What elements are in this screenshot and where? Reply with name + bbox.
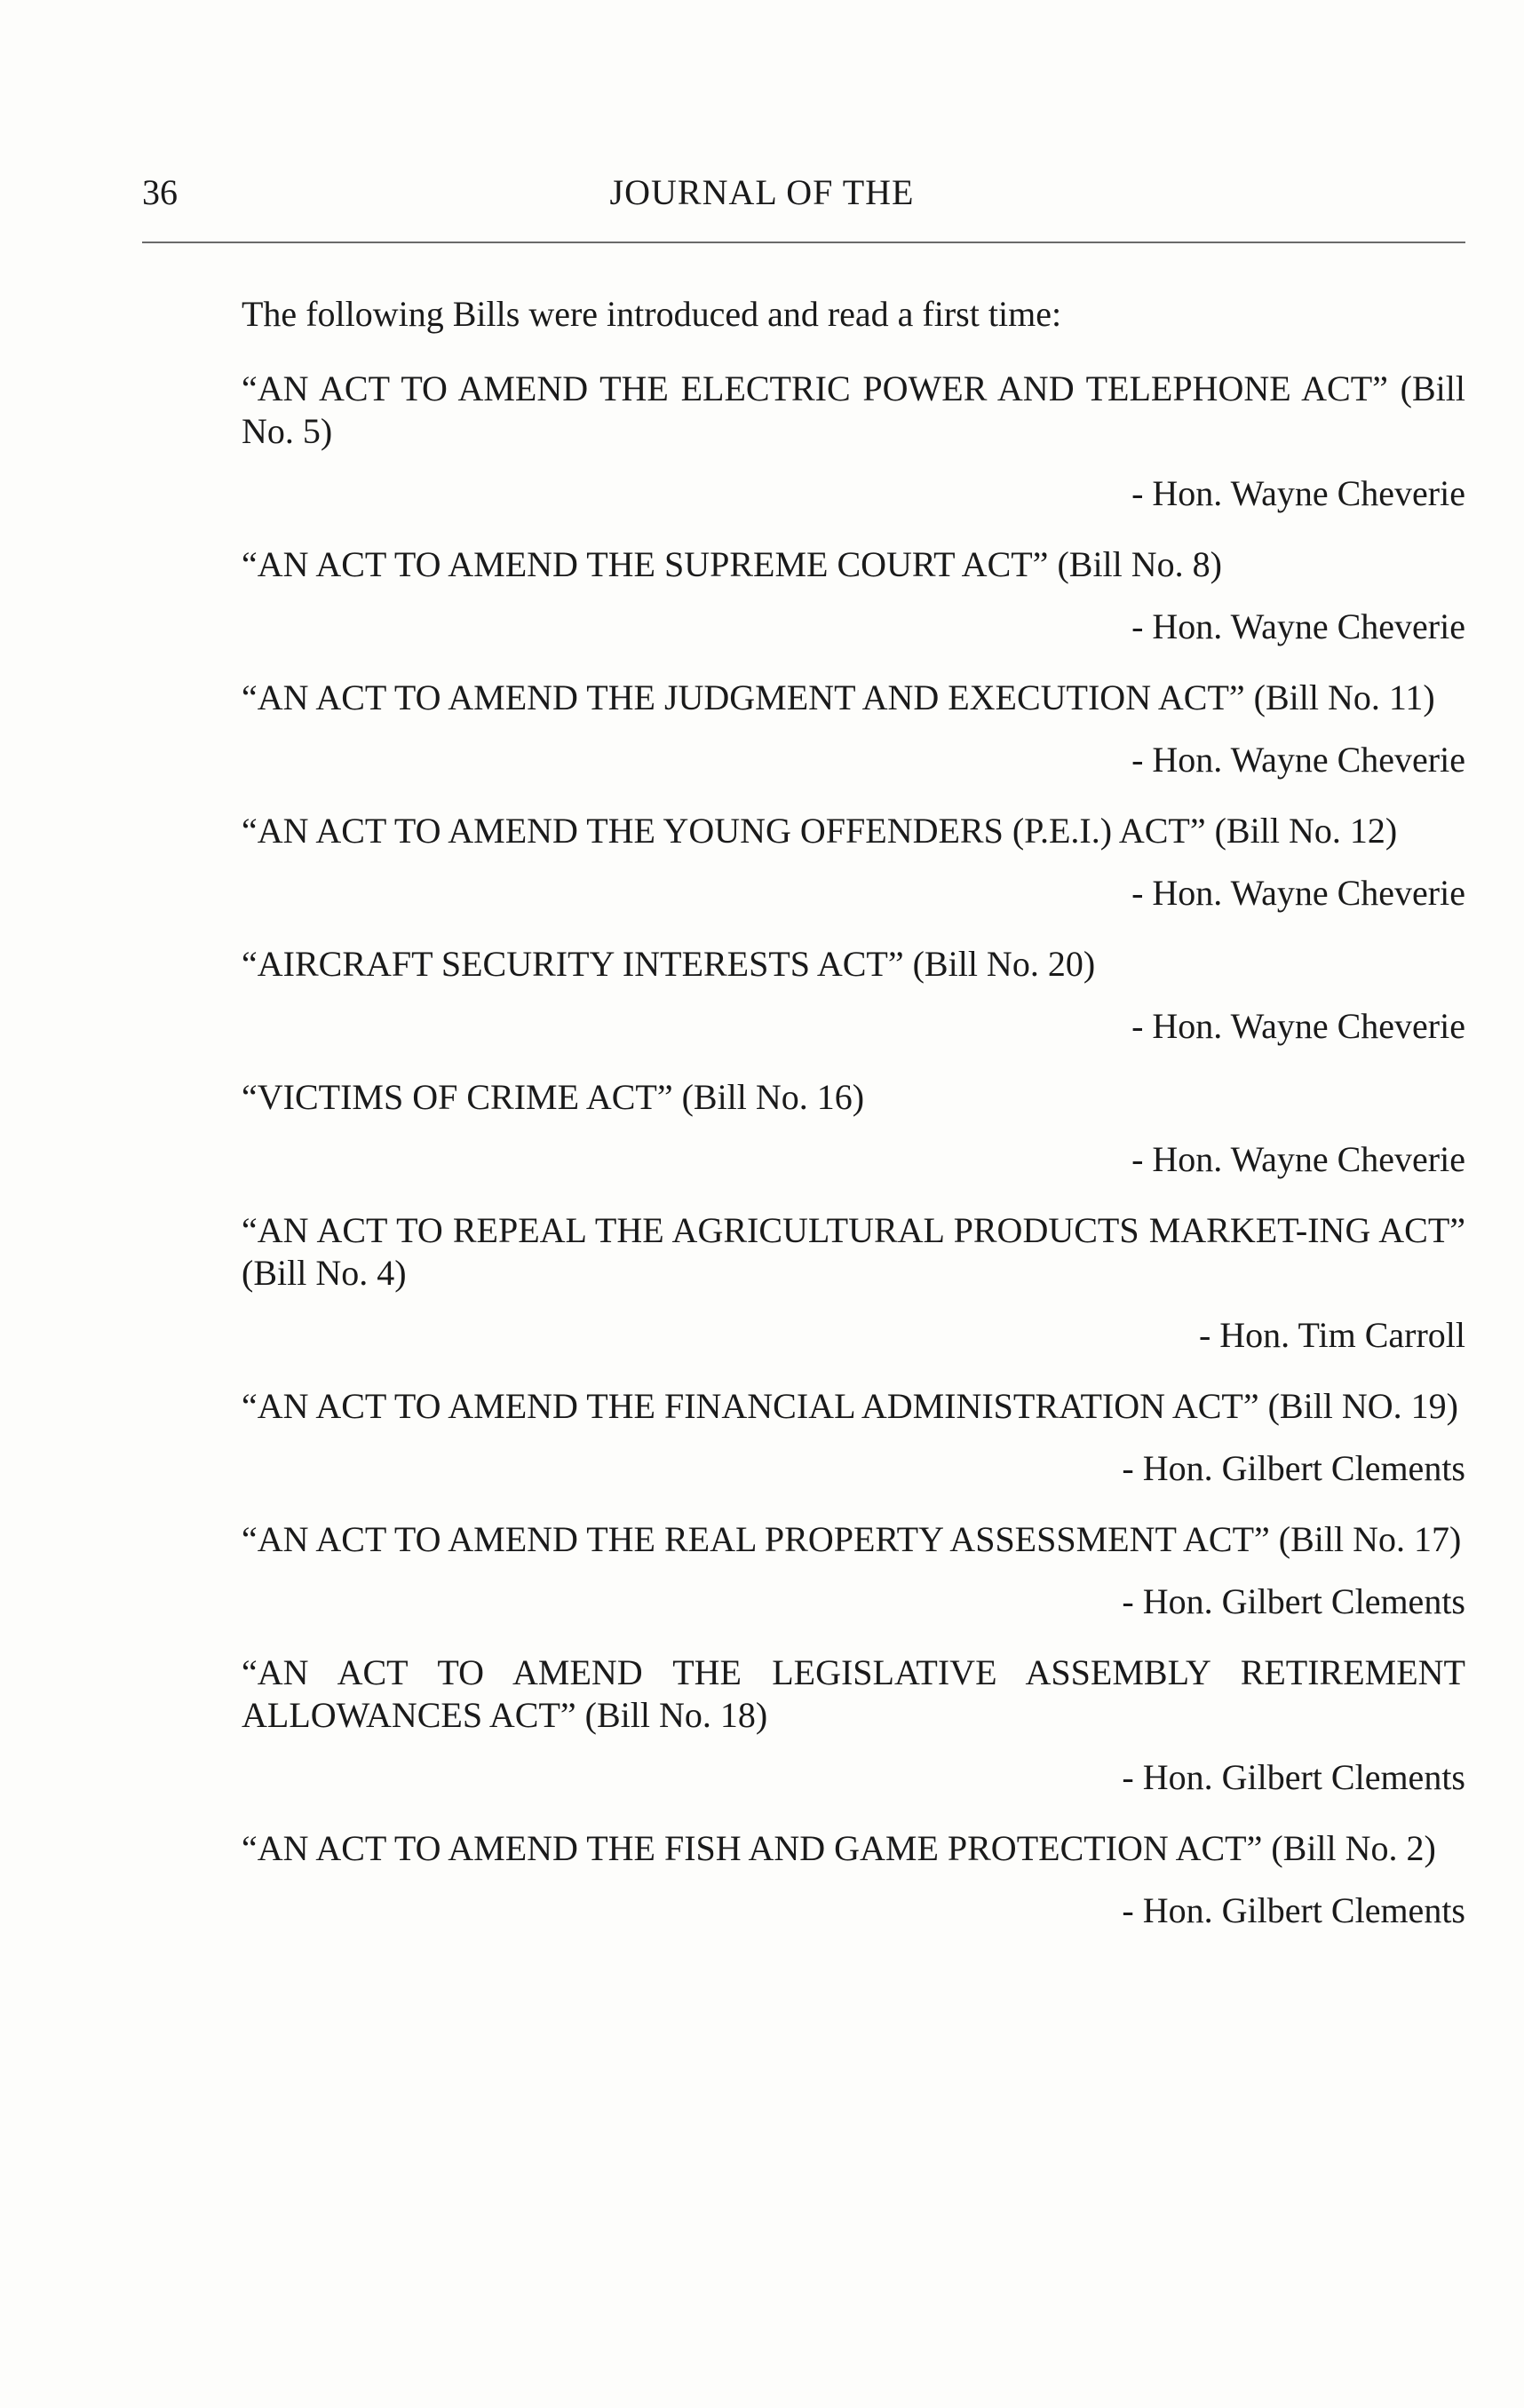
bill-entry	[242, 943, 1465, 1048]
bill-sponsor: - Hon. Wayne Cheverie	[1131, 606, 1465, 646]
bill-title: “AN ACT TO AMEND THE LEGISLATIVE ASSEMBLY RETIREMENT ALLOWANCES ACT” (Bill No. 18)	[242, 1652, 1465, 1735]
bill-entry	[242, 1652, 1465, 1799]
bill-entry	[242, 1209, 1465, 1357]
bill-sponsor: - Hon. Wayne Cheverie	[1131, 873, 1465, 913]
bill-entry	[242, 1385, 1465, 1490]
bill-entry	[242, 1827, 1465, 1932]
bill-title: “AN ACT TO AMEND THE FINANCIAL ADMINISTRATION ACT” (Bill NO. 19)	[242, 1386, 1458, 1426]
bill-entry	[242, 677, 1465, 781]
bill-sponsor: - Hon. Wayne Cheverie	[1131, 1139, 1465, 1179]
running-head: JOURNAL OF THE	[609, 172, 915, 212]
bill-entry	[242, 368, 1465, 515]
bill-sponsor: - Hon. Gilbert Clements	[1122, 1890, 1465, 1930]
bill-entry	[242, 1518, 1465, 1623]
page-content	[242, 293, 1465, 1960]
bill-title: “AN ACT TO AMEND THE SUPREME COURT ACT” (Bill No. 8)	[242, 544, 1222, 584]
page-number: 36	[142, 172, 178, 212]
bill-title: “AN ACT TO AMEND THE YOUNG OFFENDERS (P.E.I.) ACT” (Bill No. 12)	[242, 811, 1398, 851]
bill-title: “AN ACT TO AMEND THE JUDGMENT AND EXECUTION ACT” (Bill No. 11)	[242, 677, 1435, 717]
bill-title: “AN ACT TO REPEAL THE AGRICULTURAL PRODUCTS MARKET-ING ACT” (Bill No. 4)	[242, 1210, 1465, 1293]
bill-sponsor: - Hon. Gilbert Clements	[1122, 1448, 1465, 1488]
bill-sponsor: - Hon. Wayne Cheverie	[1131, 473, 1465, 513]
bill-sponsor: - Hon. Gilbert Clements	[1122, 1757, 1465, 1797]
bill-title: “AIRCRAFT SECURITY INTERESTS ACT” (Bill No. 20)	[242, 944, 1096, 984]
bill-entry	[242, 810, 1465, 915]
bill-title: “VICTIMS OF CRIME ACT” (Bill No. 16)	[242, 1077, 865, 1117]
header-rule	[142, 242, 1465, 243]
bill-entry	[242, 543, 1465, 648]
bill-title: “AN ACT TO AMEND THE ELECTRIC POWER AND TELEPHONE ACT” (Bill No. 5)	[242, 368, 1465, 451]
bill-sponsor: - Hon. Wayne Cheverie	[1131, 740, 1465, 780]
intro-paragraph: The following Bills were introduced and read a first time:	[242, 294, 1062, 334]
bill-title: “AN ACT TO AMEND THE FISH AND GAME PROTECTION ACT” (Bill No. 2)	[242, 1828, 1436, 1868]
bill-sponsor: - Hon. Gilbert Clements	[1122, 1581, 1465, 1621]
bill-entry	[242, 1076, 1465, 1181]
bill-sponsor: - Hon. Tim Carroll	[1198, 1315, 1465, 1355]
bill-title: “AN ACT TO AMEND THE REAL PROPERTY ASSESSMENT ACT” (Bill No. 17)	[242, 1519, 1462, 1559]
bill-sponsor: - Hon. Wayne Cheverie	[1131, 1006, 1465, 1046]
